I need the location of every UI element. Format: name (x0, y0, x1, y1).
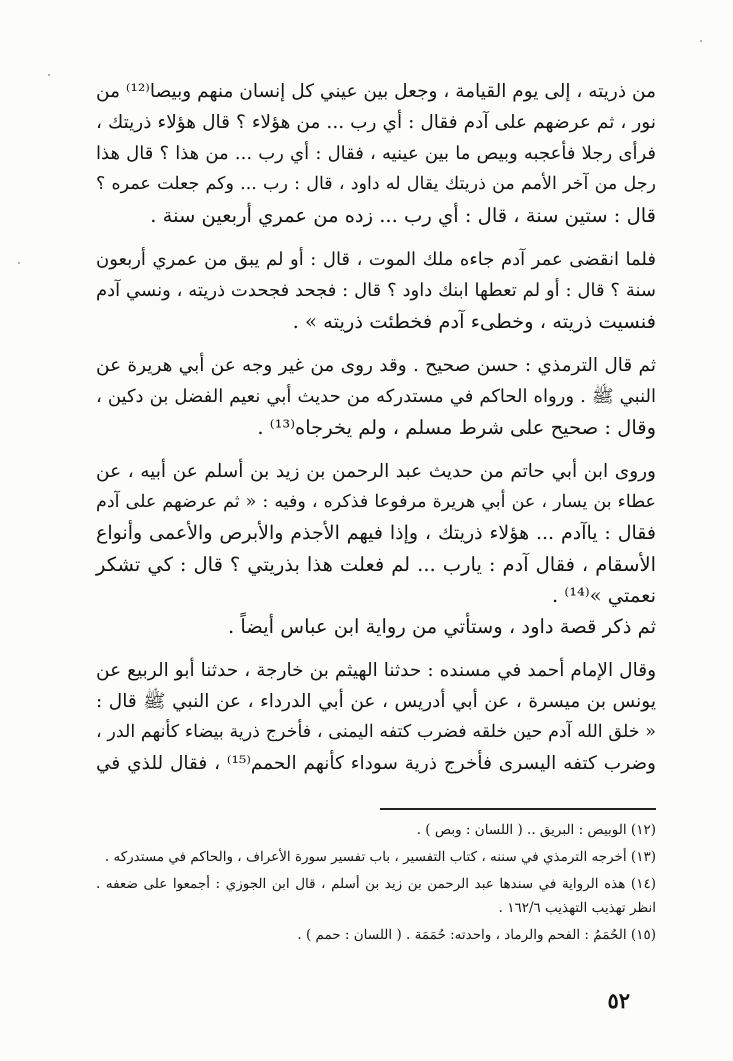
paragraph (96, 611, 656, 642)
text-line: نور ، ثم عرضهم على آدم فقال : أي رب ... من هؤلاء ؟ قال هؤلاء ذريتك ، (96, 112, 656, 133)
text-line: ثم قال الترمذي : حسن صحيح . وقد روى من غير وجه عن أبي هريرة عن (96, 355, 656, 376)
page-number: ٥٢ (607, 988, 630, 1013)
text-line: رجل من آخر الأمم من ذريتك يقال له داود ، قال : رب ... وكم جعلت عمره ؟ (96, 174, 656, 194)
text-line: فلما انقضى عمر آدم جاءه ملك الموت ، قال : أو لم يبق من عمري أربعون (96, 249, 656, 270)
text-line: وقال الإمام أحمد في مسنده : حدثنا الهيثم بن خارجة ، حدثنا أبو الربيع عن (96, 660, 656, 681)
text-line: فنسيت ذريته ، وخطىء آدم فخطئت ذريته » . (292, 310, 656, 333)
footnote: (١٣) أخرجه الترمذي في سننه ، كتاب التفسير ، باب تفسير سورة الأعراف ، والحاكم في مستدركه . (104, 849, 656, 865)
text-line: ثم ذكر قصة داود ، وستأتي من رواية ابن عباس أيضاً . (227, 615, 656, 638)
text-line: يونس بن ميسرة ، عن أبي أدريس ، عن أبي الدرداء ، عن النبي ﷺ قال : (96, 691, 656, 712)
text-line: وضرب كتفه اليسرى فأخرج ذرية سوداء كأنهم الحمم⁽¹⁵⁾ ، فقال للذي في (96, 753, 656, 774)
footnote: (١٢) الوبيص : البريق .. ( اللسان : وبص ) . (416, 822, 656, 838)
scan-speck (48, 74, 50, 76)
text-line: نعمتي »⁽¹⁴⁾ . (552, 584, 656, 607)
footnote: (١٥) الحُمَمُ : الفحم والرماد ، واحدته: حُمَمَة . ( اللسان : حمم ) . (297, 927, 656, 943)
text-line: « خلق الله آدم حين خلقه فضرب كتفه اليمنى ، فأخرج ذرية بيضاء كأنهم الدر ، (96, 722, 656, 742)
text-line: فرأى رجلا فأعجبه وبيص ما بين عينيه ، فقال : أي رب ... من هذا ؟ قال هذا (96, 143, 656, 164)
text-line: قال : ستين سنة ، قال : أي رب ... زده من عمري أربعين سنة . (150, 204, 656, 227)
scan-speck (18, 262, 20, 264)
paragraph (96, 655, 656, 779)
text-line: النبي ﷺ . ورواه الحاكم في مستدركه من حديث أبي نعيم الفضل بن دكين ، (96, 386, 656, 407)
text-line: عطاء بن يسار ، عن أبي هريرة مرفوعا فذكره ، وفيه : « ثم عرضهم على آدم (96, 492, 656, 512)
paragraph (96, 76, 656, 231)
footnote: (١٤) هذه الرواية في سندها عبد الرحمن بن زيد بن أسلم ، قال ابن الجوزي : أجمعوا على ضعفه . انظر تهذيب التهذيب ١٦٢/٦ . (96, 876, 656, 916)
footnotes (96, 818, 656, 950)
scan-speck (700, 40, 702, 42)
text-line: من ذريته ، إلى يوم القيامة ، وجعل بين عيني كل إنسان منهم وبيصا⁽¹²⁾ من (96, 81, 656, 102)
main-text (96, 76, 656, 779)
paragraph (96, 244, 656, 337)
paragraph (96, 350, 656, 443)
text-line: سنة ؟ قال : أو لم تعطها ابنك داود ؟ قال : فجحد فجحدت ذريته ، ونسي آدم (96, 280, 656, 301)
text-line: وروى ابن أبي حاتم من حديث عبد الرحمن بن زيد بن أسلم عن أبيه ، عن (96, 461, 656, 482)
paragraph (96, 456, 656, 611)
text-line: الأسقام ، فقال آدم : يارب ... لم فعلت هذا بذريتي ؟ قال : كي تشكر (96, 553, 656, 576)
footnote-divider (380, 808, 656, 810)
text-line: فقال : ياآدم ... هؤلاء ذريتك ، وإذا فيهم الأجذم والأبرص والأعمى وأنواع (96, 522, 656, 544)
text-line: وقال : صحيح على شرط مسلم ، ولم يخرجاه⁽¹³⁾ . (257, 416, 656, 439)
